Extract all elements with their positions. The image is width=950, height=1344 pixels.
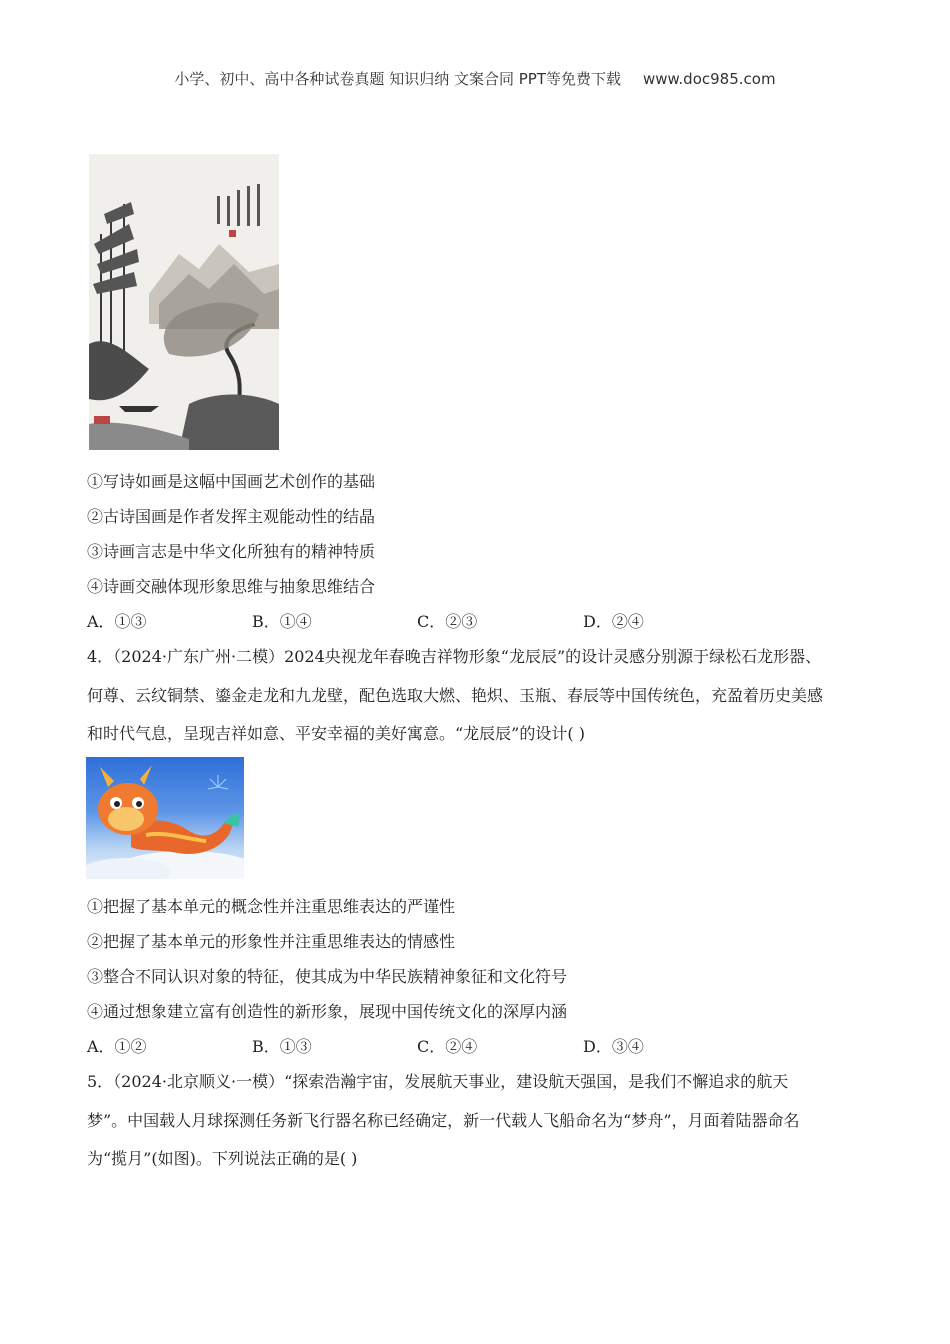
q5-stem-line-3: 为“揽月”(如图)。下列说法正确的是( ) <box>87 1149 358 1168</box>
q4-stem-line-3: 和时代气息，呈现吉祥如意、平安幸福的美好寓意。“龙辰辰”的设计( ) <box>87 724 585 743</box>
q4-stem-line-1: 4．（2024·广东广州·二模）2024央视龙年春晚吉祥物形象“龙辰辰”的设计灵感分别源于绿松石龙形器、 <box>87 647 822 666</box>
q4-statement-4: ④通过想象建立富有创造性的新形象，展现中国传统文化的深厚内涵 <box>87 1002 568 1021</box>
q3-option-c[interactable]: C．②③ <box>417 612 478 631</box>
q4-option-c[interactable]: C．②④ <box>417 1037 478 1056</box>
header-text: 小学、初中、高中各种试卷真题 知识归纳 文案合同 PPT等免费下载 <box>174 70 621 88</box>
q3-statement-1: ①写诗如画是这幅中国画艺术创作的基础 <box>87 472 376 491</box>
q3-option-d[interactable]: D．②④ <box>583 612 644 631</box>
q3-statement-2: ②古诗国画是作者发挥主观能动性的结晶 <box>87 507 376 526</box>
q5-stem-line-1: 5．（2024·北京顺义·一模）“探索浩瀚宇宙，发展航天事业，建设航天强国，是我们不懈追求的航天 <box>87 1072 789 1091</box>
q3-option-b[interactable]: B．①④ <box>252 612 312 631</box>
q4-option-a[interactable]: A．①② <box>87 1037 147 1056</box>
q4-statement-1: ①把握了基本单元的概念性并注重思维表达的严谨性 <box>87 897 456 916</box>
q4-option-b[interactable]: B．①③ <box>252 1037 312 1056</box>
q3-statement-4: ④诗画交融体现形象思维与抽象思维结合 <box>87 577 376 596</box>
q4-stem-line-2: 何尊、云纹铜禁、鎏金走龙和九龙壁，配色选取大燃、艳炽、玉瓶、春辰等中国传统色，充盈着历史美感 <box>87 686 824 705</box>
chinese-landscape-painting <box>89 154 279 450</box>
header-site: www.doc985.com <box>642 70 776 88</box>
q3-statement-3: ③诗画言志是中华文化所独有的精神特质 <box>87 542 376 561</box>
dragon-mascot-image <box>86 757 244 879</box>
q5-stem-line-2: 梦”。中国载人月球探测任务新飞行器名称已经确定，新一代载人飞船命名为“梦舟”，月面着陆器命名 <box>87 1111 800 1130</box>
page-header <box>0 68 950 89</box>
q4-statement-2: ②把握了基本单元的形象性并注重思维表达的情感性 <box>87 932 456 951</box>
q4-option-d[interactable]: D．③④ <box>583 1037 644 1056</box>
q3-option-a[interactable]: A．①③ <box>87 612 147 631</box>
q4-statement-3: ③整合不同认识对象的特征，使其成为中华民族精神象征和文化符号 <box>87 967 568 986</box>
